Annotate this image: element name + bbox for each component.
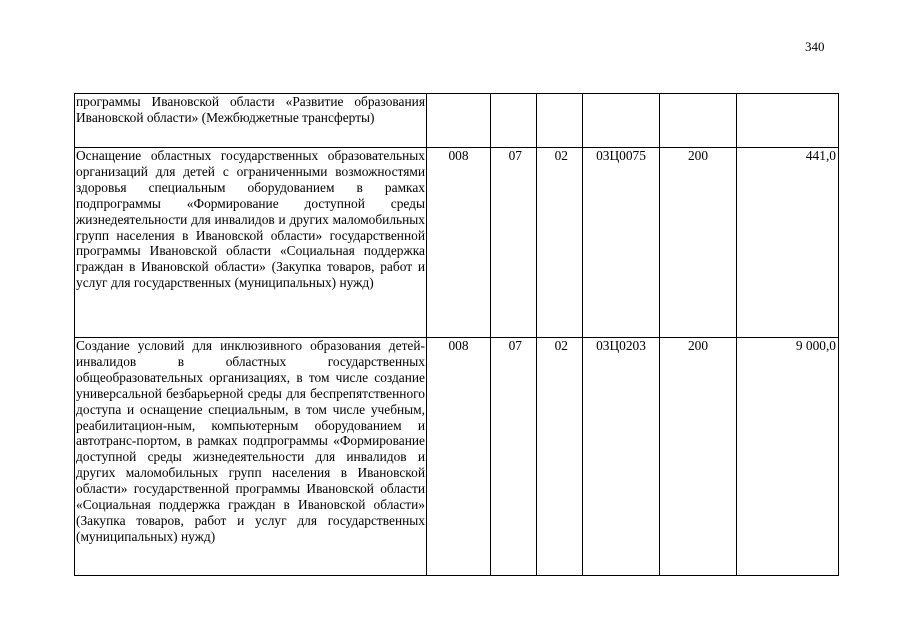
section-code-cell bbox=[491, 94, 537, 148]
budget-table bbox=[74, 93, 839, 576]
subsection-code-cell bbox=[537, 94, 583, 148]
ministry-code-cell bbox=[427, 94, 491, 148]
expense-name: Создание условий для инклюзивного образования детей-инвалидов в областных государственных общеобразовательных организациях, в том числе создание универсальной безбарьерной среды для беспрепятственного доступа и оснащение специальным, в том числе учебным, реабилитацион-ным, компьютерным оборудованием и автотранс-портом, в рамках подпрограммы «Формирование доступной среды жизнедеятельности для инвалидов и других маломобильных групп населения в Ивановской области» государственной программы Ивановской области «Социальная поддержка граждан в Ивановской области» (Закупка товаров, работ и услуг для государственных (муниципальных) нужд) bbox=[76, 338, 425, 544]
expense-type-cell bbox=[660, 94, 737, 148]
amount-cell: 441,0 bbox=[737, 148, 839, 338]
amount-cell: 9 000,0 bbox=[737, 338, 839, 576]
expense-name: Оснащение областных государственных образовательных организаций для детей с ограниченными возможностями здоровья специальным оборудованием в рамках подпрограммы «Формирование доступной среды жизнедеятельности для инвалидов и других маломобильных групп населения в Ивановской области» государственной программы Ивановской области «Социальная поддержка граждан в Ивановской области» (Закупка товаров, работ и услуг для государственных (муниципальных) нужд) bbox=[76, 148, 425, 291]
ministry-code-cell: 008 bbox=[427, 338, 491, 576]
target-article-cell bbox=[583, 94, 660, 148]
target-article-cell: 03Ц0075 bbox=[583, 148, 660, 338]
ministry-code-cell: 008 bbox=[427, 148, 491, 338]
table-row bbox=[75, 148, 839, 338]
section-code-cell: 07 bbox=[491, 338, 537, 576]
subsection-code-cell: 02 bbox=[537, 338, 583, 576]
page-number: 340 bbox=[805, 39, 825, 54]
expense-name: программы Ивановской области «Развитие образования Ивановской области» (Межбюджетные трансферты) bbox=[76, 94, 425, 125]
expense-name-cell bbox=[75, 148, 427, 338]
section-code-cell: 07 bbox=[491, 148, 537, 338]
expense-type-cell: 200 bbox=[660, 148, 737, 338]
amount-cell bbox=[737, 94, 839, 148]
table-row bbox=[75, 94, 839, 148]
subsection-code-cell: 02 bbox=[537, 148, 583, 338]
target-article-cell: 03Ц0203 bbox=[583, 338, 660, 576]
expense-type-cell: 200 bbox=[660, 338, 737, 576]
table-row bbox=[75, 338, 839, 576]
expense-name-cell bbox=[75, 94, 427, 148]
expense-name-cell bbox=[75, 338, 427, 576]
